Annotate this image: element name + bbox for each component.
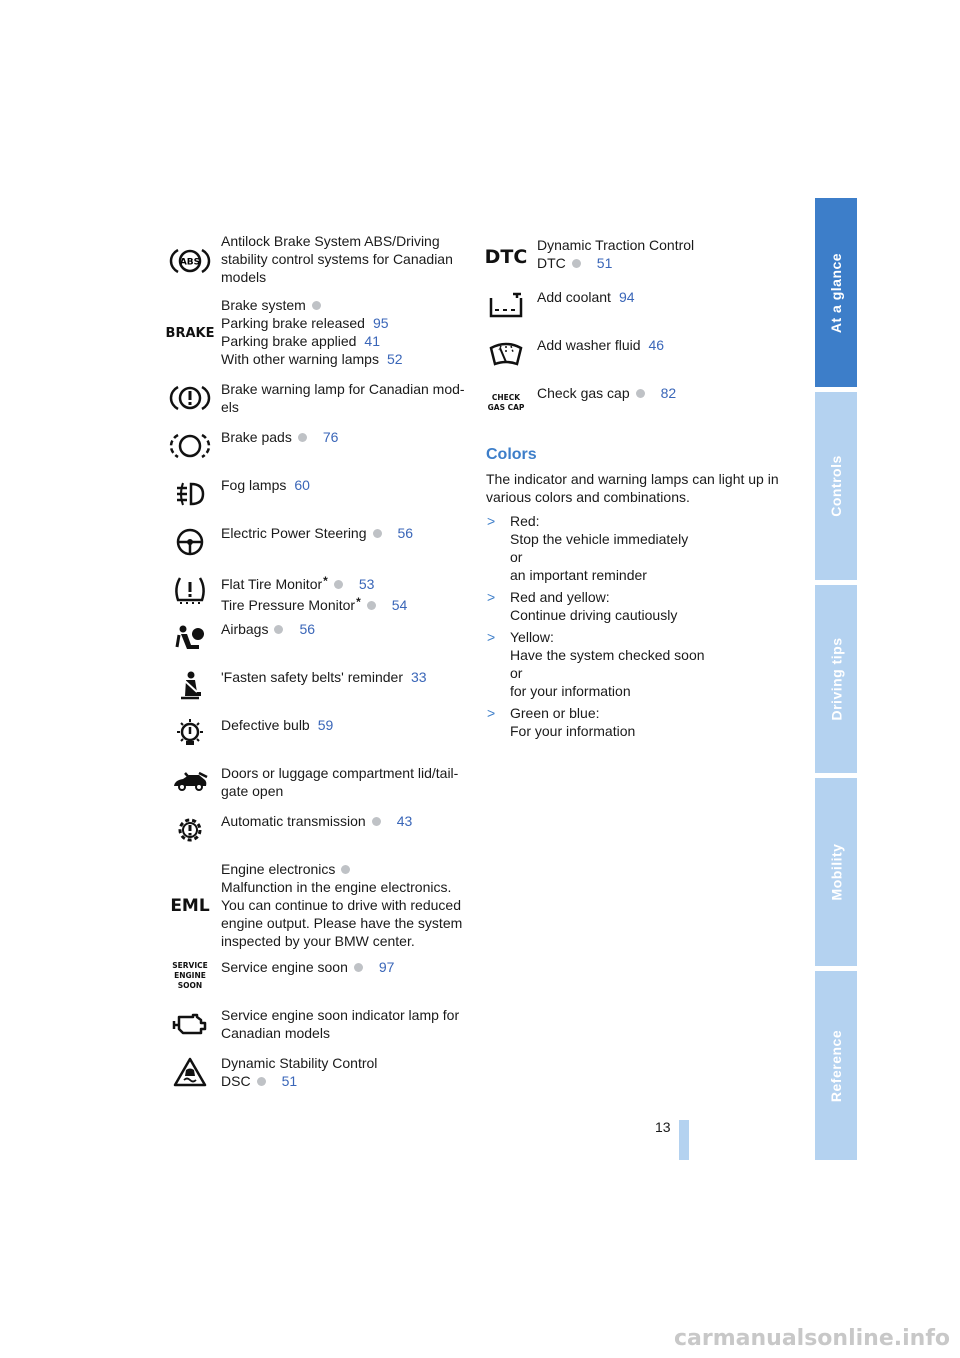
tab-label: Mobility (828, 843, 845, 901)
check-gas-cap-icon (486, 384, 526, 420)
page-ref-link[interactable]: 41 (364, 333, 380, 349)
indicator-engine-electronics (170, 860, 470, 950)
tire-pressure-monitor-text: Tire Pressure Monitor (221, 597, 356, 613)
bullet-dot-icon (373, 529, 382, 538)
indicator-fog-lamps (170, 476, 470, 512)
seatbelt-icon (170, 668, 210, 704)
right-column (486, 236, 786, 744)
indicator-brake-pads (170, 428, 470, 464)
indicator-dtc (486, 236, 786, 276)
page-ref-link[interactable]: 60 (294, 477, 310, 493)
indicator-seatbelt (170, 668, 470, 704)
check-engine-icon (170, 1006, 210, 1042)
abs-text: Antilock Brake System ABS/Driving stability control systems for Canadian models (221, 233, 453, 285)
brake-warning-icon (170, 380, 210, 416)
colors-heading: Colors (486, 446, 537, 463)
color-green-blue-line: For your information (510, 723, 636, 739)
bullet-arrow-icon: > (487, 629, 496, 645)
brake-text-icon (165, 314, 215, 350)
gas-cap-text: Check gas cap (537, 385, 630, 401)
indicator-doors-open (170, 764, 470, 800)
eml-text-icon (170, 887, 210, 923)
brake-warning-text: Brake warning lamp for Canadian mod-els (221, 381, 465, 415)
tab-label: Driving tips (828, 637, 845, 721)
list-item (486, 704, 786, 740)
defective-bulb-text: Defective bulb (221, 717, 310, 733)
engine-electronics-description: Malfunction in the engine electronics. You can continue to drive with reduced engine output. Please have the system inspected by your BMW center. (221, 879, 463, 949)
dsc-text: DSC (221, 1073, 251, 1089)
indicator-brake-system (165, 296, 470, 368)
bullet-arrow-icon: > (487, 589, 496, 605)
bullet-dot-icon (636, 389, 645, 398)
doors-open-text: Doors or luggage compartment lid/tail-gate open (221, 765, 459, 799)
tab-reference[interactable] (815, 971, 857, 1160)
color-yellow-label: Yellow: (510, 629, 554, 645)
soon-icon-text: SOON (177, 981, 203, 990)
abs-icon (170, 243, 210, 279)
bullet-dot-icon (274, 625, 283, 634)
indicator-dsc (170, 1054, 470, 1090)
fog-lamps-text: Fog lamps (221, 477, 287, 493)
color-red-label: Red: (510, 513, 540, 529)
tire-pressure-icon (170, 572, 210, 608)
page-marker-bar (679, 1120, 689, 1160)
indicator-airbags (170, 620, 470, 656)
washer-fluid-icon (486, 336, 526, 372)
indicator-gas-cap (486, 384, 786, 420)
indicator-washer-fluid (486, 336, 786, 372)
dtc-text-icon (486, 238, 526, 274)
page-number: 13 (655, 1119, 671, 1135)
section-sidebar (815, 198, 857, 1160)
service-engine-soon-text: Service engine soon (221, 959, 348, 975)
door-open-icon (170, 764, 210, 800)
page-ref-link[interactable]: 52 (386, 351, 403, 367)
optional-equipment-star: * (356, 595, 361, 609)
service-engine-canada-text: Service engine soon indicator lamp for Canadian models (221, 1007, 460, 1041)
color-red-line: or (510, 549, 523, 565)
page-ref-link[interactable]: 76 (322, 429, 339, 445)
page-ref-link[interactable]: 33 (410, 669, 427, 685)
list-item (486, 588, 786, 624)
bullet-dot-icon (372, 817, 381, 826)
brake-icon-text: BRAKE (165, 326, 215, 341)
service-engine-soon-icon (170, 958, 210, 994)
transmission-text: Automatic transmission (221, 813, 366, 829)
transmission-gear-icon (170, 812, 210, 848)
check-icon-text: CHECK (491, 393, 521, 402)
gas-cap-icon-text: GAS CAP (487, 403, 525, 412)
airbags-text: Airbags (221, 621, 269, 637)
list-item (486, 512, 786, 584)
color-red-line: Stop the vehicle immediately (510, 531, 689, 547)
left-column (165, 232, 470, 1090)
tab-controls[interactable] (815, 392, 857, 580)
indicator-brake-warning (170, 380, 470, 416)
color-red-yellow-label: Red and yellow: (510, 589, 610, 605)
bullet-dot-icon (334, 580, 343, 589)
tab-mobility[interactable] (815, 778, 857, 966)
coolant-icon (486, 288, 526, 324)
color-yellow-line: for your information (510, 683, 631, 699)
tab-label: Reference (828, 1029, 845, 1102)
indicator-service-engine-soon (170, 958, 470, 994)
watermark: carmanualsonline.info (674, 1326, 950, 1351)
page-ref-link[interactable]: 54 (391, 597, 408, 613)
page-ref-link[interactable]: 95 (372, 315, 389, 331)
service-icon-text: SERVICE (172, 961, 208, 970)
bullet-dot-icon (312, 301, 321, 310)
other-warning-lamps-text: With other warning lamps (221, 351, 379, 367)
brake-system-text: Brake system (221, 297, 306, 313)
indicator-power-steering (170, 524, 470, 560)
indicator-defective-bulb (170, 716, 470, 752)
bullet-dot-icon (572, 259, 581, 268)
page-ref-link[interactable]: 56 (397, 525, 414, 541)
optional-equipment-star: * (323, 574, 328, 588)
page-ref-link[interactable]: 94 (618, 289, 635, 305)
page-ref-link[interactable]: 43 (396, 813, 413, 829)
dtc-title-text: Dynamic Traction Control (537, 237, 695, 253)
bullet-dot-icon (341, 865, 350, 874)
page-ref-link[interactable]: 59 (317, 717, 334, 733)
dsc-icon (170, 1054, 210, 1090)
color-yellow-line: or (510, 665, 523, 681)
tab-label: Controls (828, 455, 844, 517)
brake-pads-icon (170, 428, 210, 464)
washer-fluid-text: Add washer fluid (537, 337, 641, 353)
svg-text:ABS: ABS (179, 257, 201, 268)
coolant-text: Add coolant (537, 289, 611, 305)
bullet-arrow-icon: > (487, 705, 496, 721)
engine-electronics-text: Engine electronics (221, 861, 336, 877)
eml-icon-text: EML (170, 896, 210, 916)
dtc-icon-text: DTC (484, 246, 528, 268)
parking-brake-applied-text: Parking brake applied (221, 333, 357, 349)
indicator-tire-monitor (170, 572, 470, 613)
indicator-abs (170, 232, 470, 290)
bullet-dot-icon (298, 433, 307, 442)
tab-label: At a glance (828, 252, 845, 333)
list-item (486, 628, 786, 700)
bullet-dot-icon (257, 1077, 266, 1086)
page-ref-link[interactable]: 97 (378, 959, 395, 975)
power-steering-text: Electric Power Steering (221, 525, 367, 541)
dsc-title-text: Dynamic Stability Control (221, 1055, 378, 1071)
airbag-icon (170, 620, 210, 656)
bullet-dot-icon (367, 601, 376, 610)
indicator-coolant (486, 288, 786, 324)
colors-section (486, 445, 786, 740)
page-ref-link[interactable]: 82 (660, 385, 677, 401)
color-green-blue-label: Green or blue: (510, 705, 600, 721)
page-ref-link[interactable]: 56 (299, 621, 316, 637)
color-red-yellow-line: Continue driving cautiously (510, 607, 678, 623)
engine-icon-text: ENGINE (174, 971, 206, 980)
parking-brake-released-text: Parking brake released (221, 315, 365, 331)
indicator-transmission (170, 812, 470, 848)
tab-at-a-glance[interactable] (815, 198, 857, 387)
flat-tire-monitor-text: Flat Tire Monitor (221, 576, 323, 592)
bullet-arrow-icon: > (487, 513, 496, 529)
seatbelt-text: 'Fasten safety belts' reminder (221, 669, 403, 685)
colors-list (486, 512, 786, 740)
page-ref-link[interactable]: 53 (358, 576, 375, 592)
color-red-line: an important reminder (510, 567, 647, 583)
indicator-service-engine-canada (170, 1006, 470, 1042)
brake-pads-text: Brake pads (221, 429, 292, 445)
fog-lamp-icon (170, 476, 210, 512)
page-ref-link[interactable]: 51 (281, 1073, 298, 1089)
page-ref-link[interactable]: 46 (648, 337, 665, 353)
steering-wheel-icon (170, 524, 210, 560)
dtc-text: DTC (537, 255, 566, 271)
page-ref-link[interactable]: 51 (596, 255, 613, 271)
colors-intro: The indicator and warning lamps can light up in various colors and combinations. (486, 471, 779, 505)
bullet-dot-icon (354, 963, 363, 972)
defective-bulb-icon (170, 716, 210, 752)
tab-driving-tips[interactable] (815, 585, 857, 773)
color-yellow-line: Have the system checked soon (510, 647, 705, 663)
